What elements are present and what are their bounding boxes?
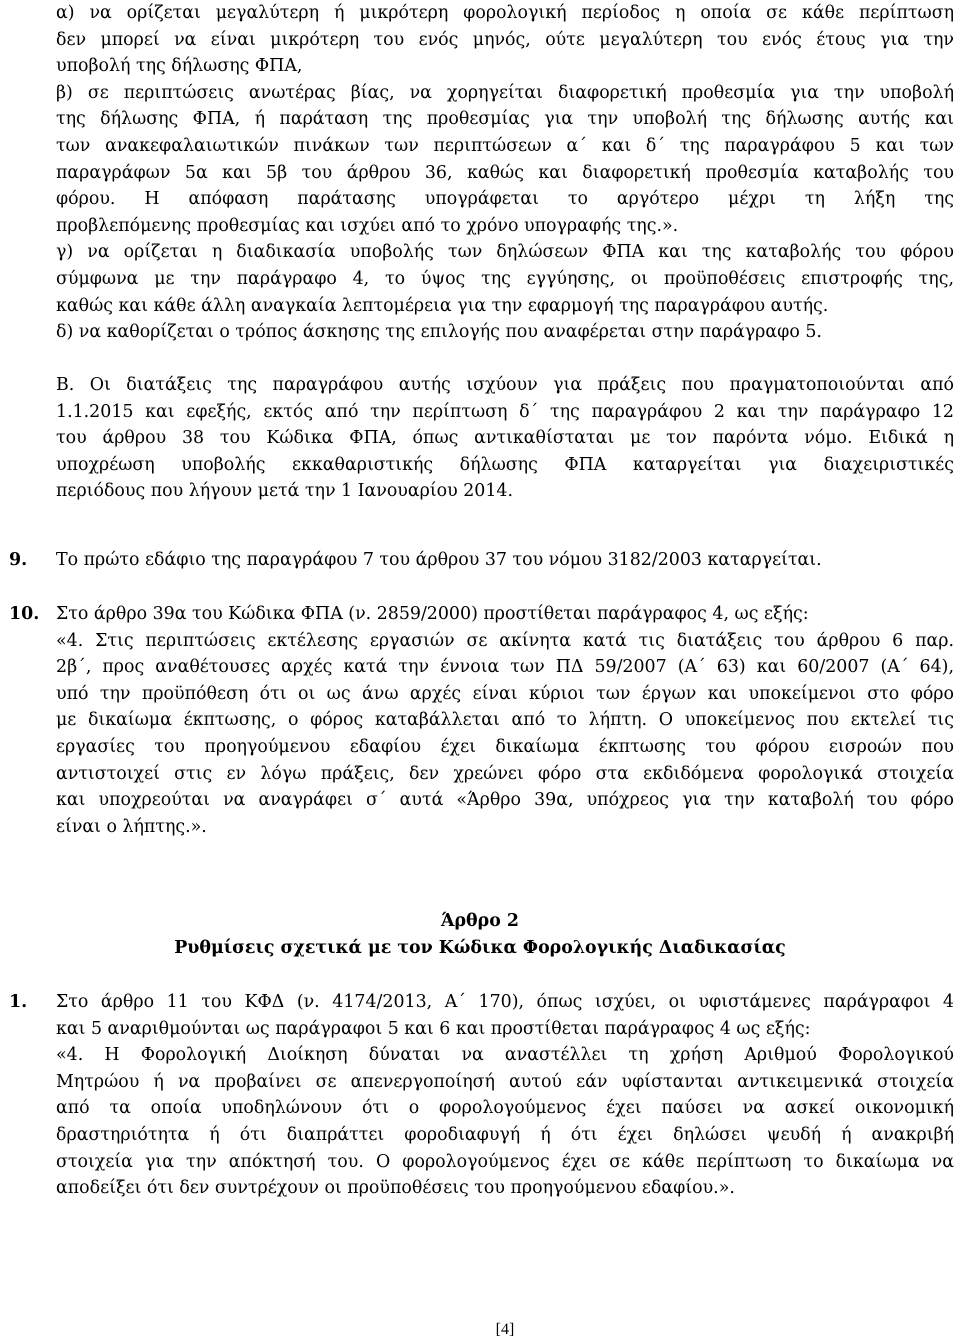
text-line: φόρου. Η απόφαση παράτασης υπογράφεται το αργότερο μέχρι τη λήξη της (56, 189, 954, 210)
text-line: γ) να ορίζεται η διαδικασία υποβολής των δηλώσεων ΦΠΑ και της καταβολής του φόρου (56, 242, 954, 263)
text-line: σύμφωνα με την παράγραφο 4, το ύψος της εγγύησης, οι προϋποθέσεις επιστροφής της, (56, 268, 954, 289)
text-line: είναι ο λήπτης.». (56, 816, 207, 837)
text-line: της δήλωσης ΦΠΑ, ή παράταση της προθεσμίας για την υποβολή της δήλωσης αυτής και (56, 109, 954, 130)
text-line: «4. Η Φορολογική Διοίκηση δύναται να αναστέλλει τη χρήση Αριθμού Φορολογικού (56, 1045, 954, 1066)
text-line: Β. Οι διατάξεις της παραγράφου αυτής ισχύουν για πράξεις που πραγματοποιούνται από (56, 375, 954, 395)
text-line: καθώς και κάθε άλλη αναγκαία λεπτομέρεια για την εφαρμογή της παραγράφου αυτής. (56, 295, 829, 316)
text-line: από τα οποία υποδηλώνουν ότι ο φορολογούμενος έχει παύσει να ασκεί οικονομική (56, 1098, 954, 1119)
page-number: [4] (495, 1321, 515, 1338)
text-line: δ) να καθορίζεται ο τρόπος άσκησης της επιλογής που αναφέρεται στην παράγραφο 5. (56, 322, 822, 343)
text-line: Μητρώου ή να προβαίνει σε απενεργοποίησή αυτού εάν υφίστανται αντικειμενικά στοιχεία (56, 1071, 954, 1092)
text-line: αντιστοιχεί στις εν λόγω πράξεις, δεν χρεώνει φόρο στα εκδιδόμενα φορολογικά στοιχεία (56, 763, 954, 784)
text-line: β) σε περιπτώσεις ανωτέρας βίας, να χορηγείται διαφορετική προθεσμία για την υποβολή (56, 82, 954, 103)
text-line: 1.1.2015 και εφεξής, εκτός από την περίπτωση δ΄ της παραγράφου 2 και την παράγραφο 12 (56, 401, 954, 422)
item-number-10: 10. (9, 604, 40, 624)
text-line: 2β΄, προς αναθέτουσες αρχές κατά την έννοια των ΠΔ 59/2007 (Α΄ 63) και 60/2007 (Α΄ 64), (56, 657, 954, 678)
text-line: υπό την προϋπόθεση ότι οι ως άνω αρχές είναι κύριοι των έργων και υποκείμενοι στο φόρο (56, 683, 954, 704)
text-line: περιόδους που λήγουν μετά την 1 Ιανουαρίου 2014. (56, 481, 514, 502)
text-line: α) να ορίζεται μεγαλύτερη ή μικρότερη φορολογική περίοδος η οποία σε κάθε περίπτωση (56, 3, 954, 23)
text-line: Το πρώτο εδάφιο της παραγράφου 7 του άρθρου 37 του νόμου 3182/2003 καταργείται. (56, 550, 822, 570)
text-line: δεν μπορεί να είναι μικρότερη του ενός μηνός, ούτε μεγαλύτερη του ενός έτους για την (56, 29, 954, 50)
text-line: προβλεπόμενης προθεσμίας και ισχύει από το χρόνο υπογραφής της.». (56, 215, 679, 236)
text-line: «4. Στις περιπτώσεις εκτέλεσης εργασιών σε ακίνητα κατά τις διατάξεις του άρθρου 6 παρ. (56, 630, 954, 651)
text-line: και 5 αναριθμούνται ως παράγραφοι 5 και 6 και προστίθεται παράγραφος 4 ως εξής: (56, 1018, 811, 1039)
item-number-9: 9. (9, 550, 28, 570)
paragraph-b (56, 372, 954, 505)
text-line: δραστηριότητα ή ότι διαπράττει φοροδιαφυγή ή ότι έχει δηλώσει ψευδή ή ανακριβή (56, 1124, 954, 1145)
item-9 (56, 547, 954, 574)
article-title: Ρυθμίσεις σχετικά με τον Κώδικα Φορολογικής Διαδικασίας (174, 938, 786, 958)
text-line: αποδείξει ότι δεν συντρέχουν οι προϋποθέσεις του προηγούμενου εδαφίου.». (56, 1178, 735, 1199)
text-line: υποβολή της δήλωσης ΦΠΑ, (56, 56, 303, 77)
item-number-1: 1. (9, 992, 28, 1012)
text-line: του άρθρου 38 του Κώδικα ΦΠΑ, όπως αντικαθίσταται με τον παρόντα νόμο. Ειδικά η (56, 428, 954, 449)
text-line: και υποχρεούται να αναγράφει σ΄ αυτά «Άρθρο 39α, υπόχρεος για την καταβολή του φόρο (56, 790, 954, 811)
text-line: Στο άρθρο 39α του Κώδικα ΦΠΑ (ν. 2859/2000) προστίθεται παράγραφος 4, ως εξής: (56, 604, 809, 624)
text-line: Στο άρθρο 11 του ΚΦΔ (ν. 4174/2013, Α΄ 170), όπως ισχύει, οι υφιστάμενες παράγραφοι 4 (56, 992, 954, 1012)
item-10 (56, 601, 954, 840)
text-line: παραγράφων 5α και 5β του άρθρου 36, καθώς και διαφορετική προθεσμία καταβολής του (56, 162, 954, 183)
item-1 (56, 989, 954, 1202)
text-line: με δικαίωμα έκπτωσης, ο φόρος καταβάλλεται από το λήπτη. Ο υποκείμενος που εκτελεί τις (56, 710, 954, 731)
text-line: των ανακεφαλαιωτικών πινάκων των περιπτώσεων α΄ και δ΄ της παραγράφου 5 και των (56, 135, 954, 156)
text-line: υποχρέωση υποβολής εκκαθαριστικής δήλωσης ΦΠΑ καταργείται για διαχειριστικές (56, 454, 954, 475)
text-line: στοιχεία για την απόκτησή του. Ο φορολογούμενος έχει σε κάθε περίπτωση το δικαίωμα να (56, 1151, 954, 1172)
article-heading: Άρθρο 2 (441, 911, 519, 931)
paragraph-block-1 (56, 0, 954, 346)
text-line: εργασίες του προηγούμενου εδαφίου έχει δικαίωμα έκπτωσης του φόρου εισροών που (56, 736, 954, 757)
